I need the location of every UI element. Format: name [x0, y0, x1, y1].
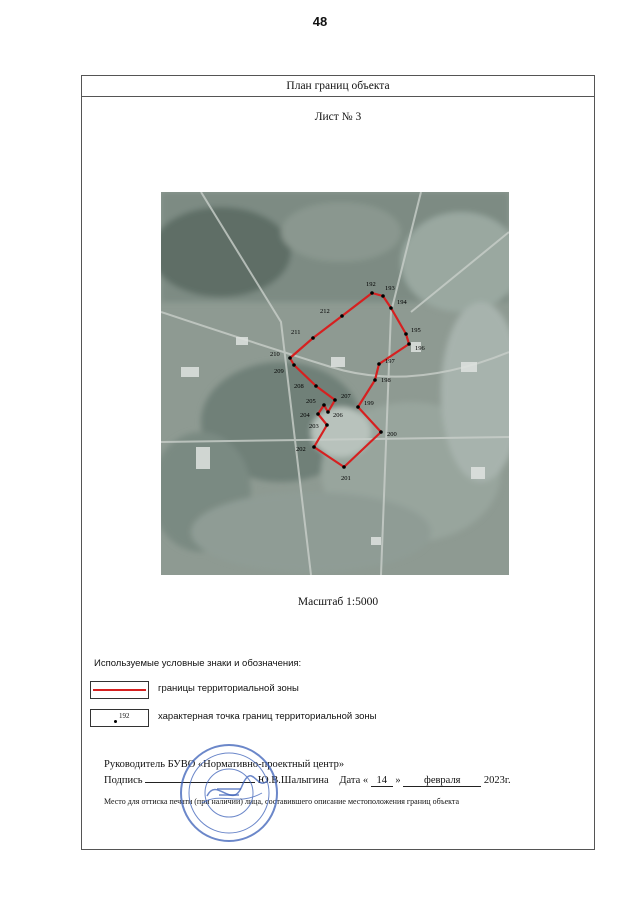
boundary-point-200: [379, 430, 383, 434]
boundary-point-197: [377, 362, 381, 366]
document-frame: [81, 75, 595, 850]
boundary-point-198: [373, 378, 377, 382]
date-month: февраля: [403, 775, 481, 787]
point-label-209: 209: [274, 368, 284, 375]
page-number: 48: [312, 14, 328, 29]
point-label-205: 205: [306, 398, 316, 405]
red-line-icon: [93, 689, 146, 691]
point-label-204: 204: [300, 412, 310, 419]
scale-label: Масштаб 1:5000: [297, 596, 379, 608]
point-label-196: 196: [415, 345, 425, 352]
boundary-point-205: [322, 403, 326, 407]
boundary-point-196: [407, 342, 411, 346]
point-label-200: 200: [387, 431, 397, 438]
point-label-194: 194: [397, 299, 407, 306]
frame-title: План границ объекта: [82, 76, 594, 97]
point-label-203: 203: [309, 423, 319, 430]
signature-line: [104, 775, 511, 787]
legend-boundary-label: границы территориальной зоны: [158, 683, 299, 694]
date-label: Дата «: [339, 775, 369, 786]
legend-point-sample: 192: [119, 712, 130, 720]
boundary-point-199: [356, 405, 360, 409]
boundary-point-193: [381, 294, 385, 298]
boundary-point-204: [316, 412, 320, 416]
boundary-point-203: [325, 423, 329, 427]
point-label-198: 198: [381, 377, 391, 384]
boundary-point-202: [312, 445, 316, 449]
point-label-192: 192: [366, 281, 376, 288]
boundary-point-207: [333, 398, 337, 402]
signer-name: Ю.В.Шалыгина: [257, 775, 329, 786]
boundary-point-211: [311, 336, 315, 340]
boundary-point-206: [326, 410, 330, 414]
legend-point-label: характерная точка границ территориальной зоны: [158, 711, 377, 722]
legend-point-swatch: [90, 709, 149, 727]
legend-boundary-swatch: [90, 681, 149, 699]
sheet-number: Лист № 3: [314, 111, 362, 123]
point-label-208: 208: [294, 383, 304, 390]
date-mid: »: [395, 775, 401, 786]
sign-label: Подпись: [104, 775, 143, 786]
boundary-point-209: [292, 363, 296, 367]
aerial-map: [161, 192, 509, 575]
point-label-201: 201: [341, 475, 351, 482]
point-label-193: 193: [385, 285, 395, 292]
point-label-207: 207: [341, 393, 351, 400]
legend-title: Используемые условные знаки и обозначения:: [94, 658, 302, 669]
point-dot-icon: [114, 720, 117, 723]
date-year: 2023г.: [483, 775, 511, 786]
boundary-point-212: [340, 314, 344, 318]
point-label-199: 199: [364, 400, 374, 407]
boundary-point-210: [288, 356, 292, 360]
boundary-point-201: [342, 465, 346, 469]
point-label-210: 210: [270, 351, 280, 358]
boundary-point-192: [370, 291, 374, 295]
point-label-206: 206: [333, 412, 343, 419]
point-label-211: 211: [291, 329, 301, 336]
boundary-point-208: [314, 384, 318, 388]
head-line: Руководитель БУВО «Нормативно-проектный центр»: [104, 759, 345, 770]
official-stamp: [177, 741, 282, 846]
point-label-195: 195: [411, 327, 421, 334]
point-label-212: 212: [320, 308, 330, 315]
stamp-note: Место для оттиска печати (при наличии) лица, составившего описание местоположения границ объекта: [104, 797, 460, 806]
boundary-point-195: [404, 332, 408, 336]
boundary-point-194: [389, 306, 393, 310]
point-label-202: 202: [296, 446, 306, 453]
date-day: 14: [371, 775, 393, 787]
point-label-197: 197: [385, 358, 395, 365]
